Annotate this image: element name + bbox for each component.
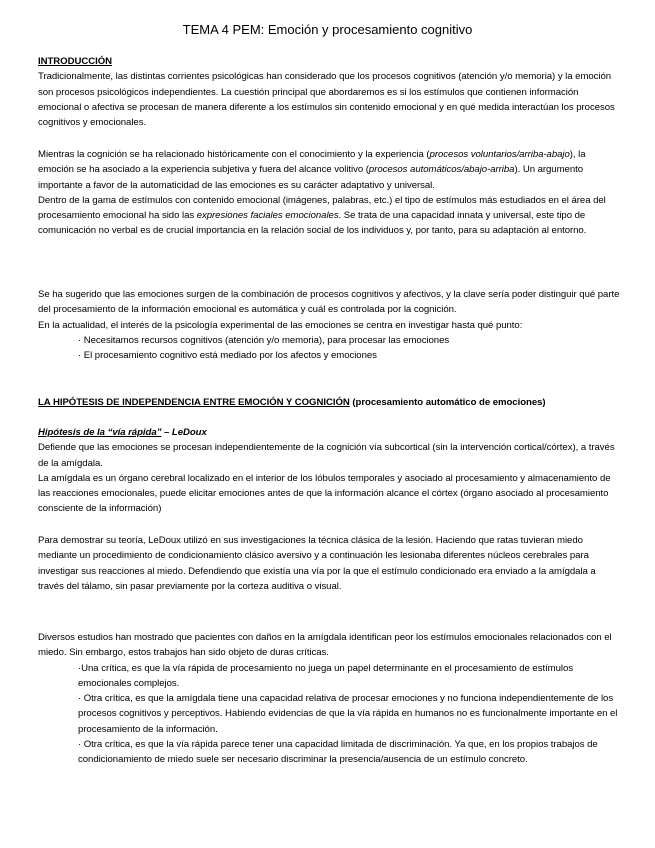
intro-paragraph-2 [38,147,620,239]
p2-italic-d: procesos automáticos/abajo-arriba [368,164,515,176]
intro-paragraph-4 [38,287,620,363]
page-title: TEMA 4 PEM: Emoción y procesamiento cognitivo [182,22,473,37]
critique-3: · Otra crítica, es que la vía rápida parece tener una capacidad limitada de discriminación. Ya que, en los propios trabajos de condicionamiento de miedo suele ser necesario discriminar la presencia/ausencia de un estímulo concreto. [78,739,598,766]
section2-paragraph-3 [38,533,620,594]
section2-heading: LA HIPÓTESIS DE INDEPENDENCIA ENTRE EMOCIÓN Y COGNICIÓN [38,397,350,408]
sub-heading-author: – LeDoux [161,427,207,438]
intro-paragraph-4-text: Se ha sugerido que las emociones surgen de la combinación de procesos cognitivos y afectivos, y la clave sería poder distinguir qué parte del procesamiento de la información emocional es automática y cuál es controlada por la cognición. [38,289,620,316]
p2-text-c: ), la emoción se ha asociado a la experiencia subjetiva y fuera del alcance volitivo ( [38,149,586,176]
p3-text-a: Dentro de la gama de estímulos con contenido emocional (imágenes, palabras, etc.) el tipo de estímulos más estudiados en el área del procesamiento emocional ha sido las [38,194,606,222]
intro-bullet-2: · El procesamiento cognitivo está mediado por los afectos y emociones [78,350,377,362]
p2-text-e: ). Un argumento importante a favor de la automaticidad de las emociones es su carácter adaptativo y universal. [38,164,584,191]
intro-bullet-1: · Necesitamos recursos cognitivos (atención y/o memoria), para procesar las emociones [78,334,450,346]
sub-heading: Hipótesis de la “vía rápida” [38,427,162,438]
p2-text-a: Mientras la cognición se ha relacionado históricamente con el conocimiento y la experiencia ( [38,149,430,160]
intro-paragraph-5-text: En la actualidad, el interés de la psicología experimental de las emociones se centra en investigar hasta qué punto: [38,319,523,331]
critique-1: ·Una crítica, es que la vía rápida de procesamiento no juega un papel determinante en el procesamiento de estímulos emocionales complejos. [78,662,574,689]
section2-paragraph-4-text: Diversos estudios han mostrado que pacientes con daños en la amígdala identifican peor los estímulos emocionales relacionados con el miedo. Sin embargo, estos trabajos han sido objeto de duras críticas. [38,632,612,659]
p2-italic-b: procesos voluntarios/arriba-abajo [429,149,570,160]
section2-heading-line [38,395,620,410]
section2-body [38,425,620,517]
section2-paragraph-4 [38,630,620,768]
section2-paragraph-1: Defiende que las emociones se procesan independientemente de la cognición vía subcortical (sin la intervención cortical/córtex), a través de la amígdala. [38,442,615,469]
section2-heading-suffix: (procesamiento automático de emociones) [349,397,546,408]
p3-italic-b: expresiones faciales emocionales [196,210,339,222]
section2-paragraph-3-text: Para demostrar su teoría, LeDoux utilizó en sus investigaciones la técnica clásica de la lesión. Haciendo que ratas tuvieran miedo mediante un procedimiento de condicionamiento clásico aversivo y a continuación les lesionaba diferentes núcleos cerebrales para investigar sus reacciones al miedo. Defendiendo que existía una vía por la que el estímulo condicionado era enviado a la amígdala a través del tálamo, sin pasar previamente por la corteza auditiva o visual. [38,535,596,592]
intro-heading: INTRODUCCIÓN [38,56,113,67]
intro-paragraph-1: Tradicionalmente, las distintas corrientes psicológicas han considerado que los procesos cognitivos (atención y/o memoria) y la emoción son procesos psicológicos independientes. La cuestión principal que abordaremos es si los estímulos que contienen información emocional o afectiva se procesan de manera diferente a los estímulos sin contenido emocional y en qué medida interactúan los procesos cognitivos y emocionales. [38,71,615,129]
section2-paragraph-2: La amígdala es un órgano cerebral localizado en el interior de los lóbulos temporales y asociado al procesamiento y almacenamiento de las reacciones emocionales, puede elicitar emociones antes de que la información alcance el córtex (órgano asociado al procesamiento consciente de la información) [38,472,611,515]
intro-section [38,54,620,130]
critique-2: · Otra crítica, es que la amígdala tiene una capacidad relativa de procesar emociones y no funciona independientemente de los procesos cognitivos y perceptivos. Habiendo evidencias de que la vía rápida en humanos no es funcionalmente importante en el procesamiento de la información. [78,693,618,735]
p3-text-c: . Se trata de una capacidad innata y universal, este tipo de comunicación no verbal es de crucial importancia en la relación social de los individuos y, por tanto, para su adaptación al entorno. [38,210,587,237]
